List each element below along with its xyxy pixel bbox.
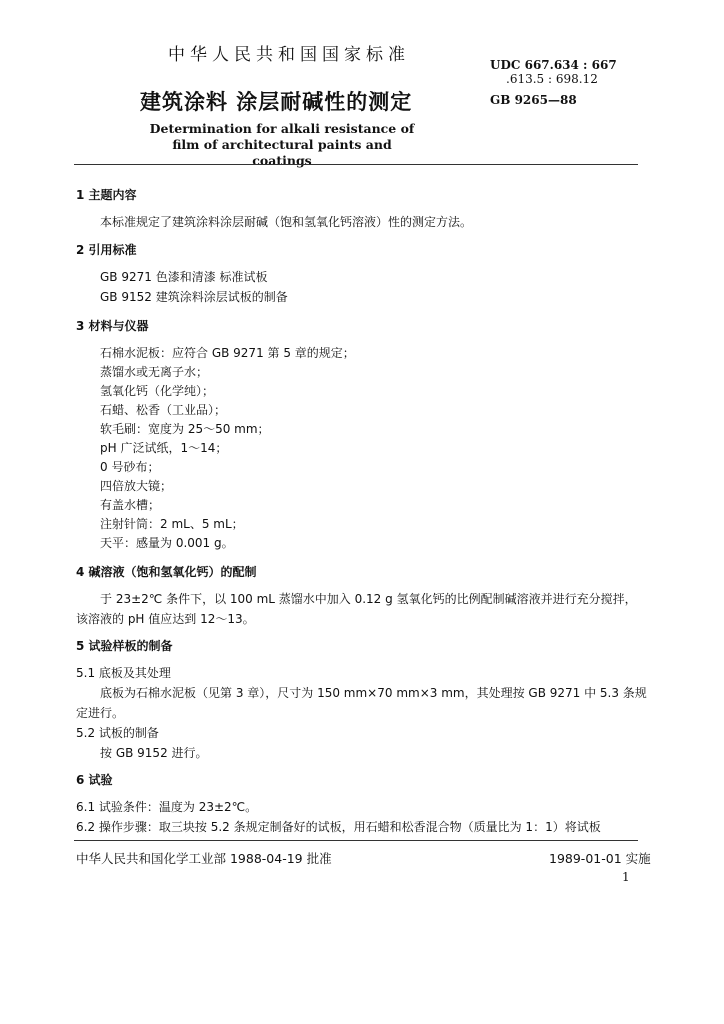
- standard-org-title: 中华人民共和国国家标准: [168, 45, 410, 65]
- section-4-text-line1: 于 23±2℃ 条件下，以 100 mL 蒸馏水中加入 0.12 g 氢氧化钙的比例配制碱溶液并进行充分搅拌，: [100, 592, 637, 606]
- gb-standard-number: GB 9265—88: [490, 93, 577, 107]
- section-1-text: 本标准规定了建筑涂料涂层耐碱（饱和氢氧化钙溶液）性的测定方法。: [100, 215, 473, 229]
- material-item: 0 号砂布；: [100, 460, 160, 474]
- material-item: 软毛刷：宽度为 25～50 mm；: [100, 422, 270, 436]
- approval-date: 中华人民共和国化学工业部 1988-04-19 批准: [76, 851, 332, 866]
- section-5-2-heading: 5.2 试板的制备: [76, 726, 159, 740]
- material-item: 有盖水槽；: [100, 498, 161, 512]
- section-4-heading: 4 碱溶液（饱和氢氧化钙）的配制: [76, 565, 257, 579]
- material-item: 氢氧化钙（化学纯）；: [100, 384, 215, 398]
- section-6-2-text: 6.2 操作步骤：取三块按 5.2 条规定制备好的试板，用石蜡和松香混合物（质量比为 1：1）将试板: [76, 820, 601, 834]
- title-en-line2: film of architectural paints and coatings: [172, 137, 392, 168]
- material-item: pH 广泛试纸，1～14；: [100, 441, 228, 455]
- section-1-heading: 1 主题内容: [76, 188, 137, 202]
- section-4-text-line2: 该溶液的 pH 值应达到 12～13。: [76, 612, 255, 626]
- reference-item: GB 9271 色漆和清漆 标准试板: [100, 270, 268, 284]
- material-item: 蒸馏水或无离子水；: [100, 365, 209, 379]
- section-5-heading: 5 试验样板的制备: [76, 639, 173, 653]
- section-5-1-text-line1: 底板为石棉水泥板（见第 3 章），尺寸为 150 mm×70 mm×3 mm，其处理按 GB 9271 中 5.3 条规: [100, 686, 647, 700]
- header-divider: [74, 164, 638, 165]
- section-6-heading: 6 试验: [76, 773, 113, 787]
- material-item: 石蜡、松香（工业品）；: [100, 403, 227, 417]
- section-5-2-text: 按 GB 9152 进行。: [100, 746, 208, 760]
- material-item: 天平：感量为 0.001 g。: [100, 536, 234, 550]
- effective-date: 1989-01-01 实施: [549, 851, 651, 866]
- udc-code-line2: .613.5 : 698.12: [506, 72, 598, 86]
- reference-item: GB 9152 建筑涂料涂层试板的制备: [100, 290, 288, 304]
- udc-code-line1: UDC 667.634 : 667: [490, 58, 617, 72]
- section-6-1-text: 6.1 试验条件：温度为 23±2℃。: [76, 800, 258, 814]
- section-3-heading: 3 材料与仪器: [76, 319, 149, 333]
- footer-divider: [74, 840, 638, 841]
- section-2-heading: 2 引用标准: [76, 243, 137, 257]
- material-item: 注射针筒：2 mL、5 mL；: [100, 517, 244, 531]
- section-5-1-heading: 5.1 底板及其处理: [76, 666, 171, 680]
- document-title-en: [148, 121, 416, 169]
- material-item: 四倍放大镜；: [100, 479, 173, 493]
- document-title-cn: 建筑涂料 涂层耐碱性的测定: [140, 90, 413, 114]
- material-item: 石棉水泥板：应符合 GB 9271 第 5 章的规定；: [100, 346, 355, 360]
- title-en-line1: Determination for alkali resistance of: [149, 121, 415, 136]
- page-number: 1: [622, 870, 630, 884]
- section-5-1-text-line2: 定进行。: [76, 706, 125, 720]
